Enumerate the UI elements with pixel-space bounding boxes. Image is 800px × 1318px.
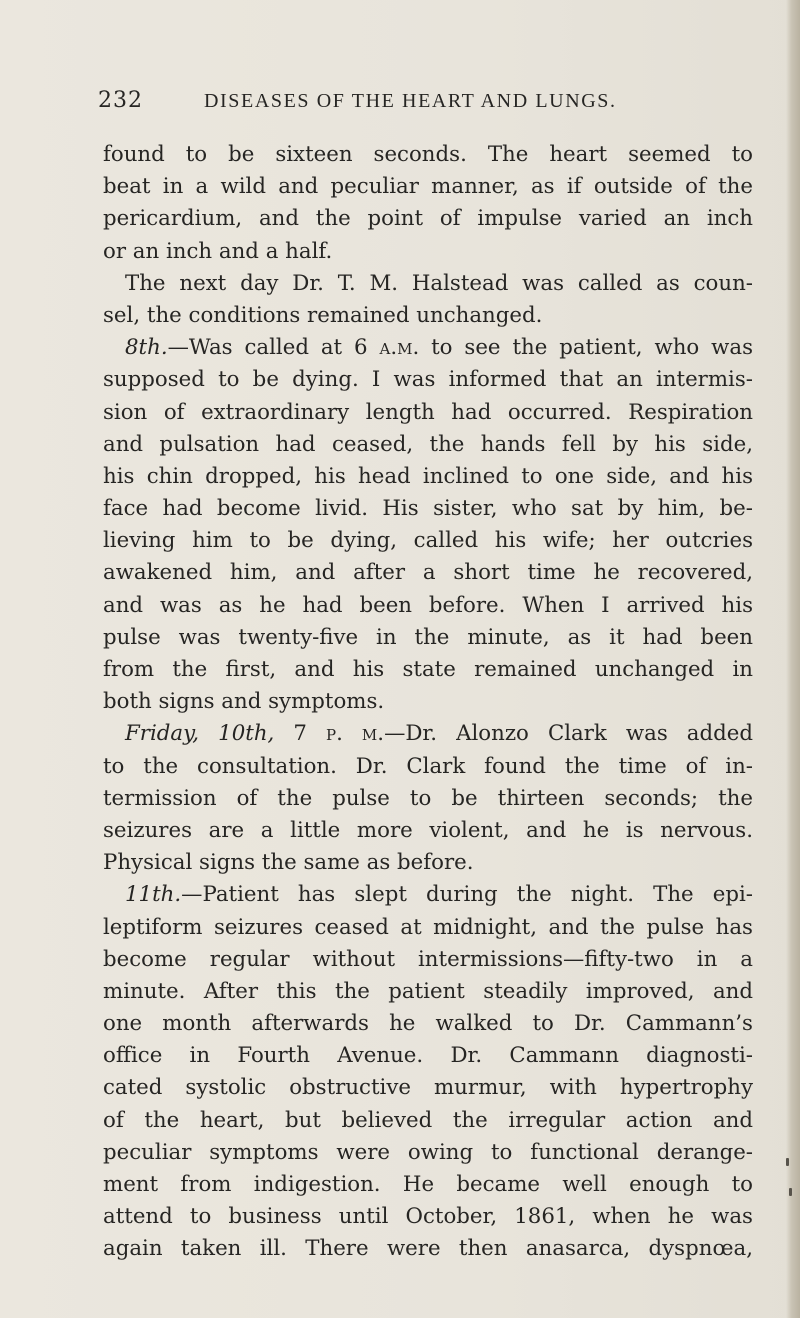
text-line bbox=[103, 1105, 753, 1137]
text-line bbox=[103, 944, 753, 976]
text-run: seizures are a little more violent, and he is nervous. bbox=[103, 817, 753, 843]
running-head bbox=[98, 88, 738, 118]
text-line bbox=[103, 976, 753, 1008]
small-caps-text: p. m. bbox=[326, 721, 385, 747]
text-run: sel, the conditions remained unchanged. bbox=[103, 302, 543, 328]
text-line bbox=[103, 879, 753, 911]
text-line bbox=[103, 429, 753, 461]
text-run: cated systolic obstructive murmur, with hypertrophy bbox=[103, 1075, 753, 1101]
text-line bbox=[103, 686, 753, 718]
text-line bbox=[103, 1040, 753, 1072]
text-run: —Dr. Alonzo Clark was added bbox=[384, 721, 754, 747]
text-line bbox=[103, 1169, 753, 1201]
text-line bbox=[103, 493, 753, 525]
page-edge-shadow bbox=[786, 0, 800, 1318]
text-run: ment from indigestion. He became well enough to bbox=[103, 1172, 753, 1197]
text-line bbox=[103, 783, 753, 815]
text-run: pericardium, and the point of impulse varied an inch bbox=[103, 206, 753, 232]
text-run: one month afterwards he walked to Dr. Cammann’s bbox=[103, 1011, 753, 1037]
body-text bbox=[103, 139, 753, 1266]
specks-mark bbox=[786, 1158, 789, 1166]
text-run: sion of extraordinary length had occurred. Respiration bbox=[103, 399, 753, 425]
text-run: Physical signs the same as before. bbox=[103, 850, 474, 876]
text-run: his chin dropped, his head inclined to one side, and his bbox=[103, 463, 753, 489]
text-line bbox=[103, 461, 753, 493]
text-run: lieving him to be dying, called his wife; her outcries bbox=[103, 528, 753, 554]
text-run: termission of the pulse to be thirteen seconds; the bbox=[103, 785, 753, 811]
text-line bbox=[103, 654, 753, 686]
text-run: pulse was twenty-five in the minute, as it had been bbox=[103, 624, 753, 650]
text-run: —Patient has slept during the night. The epi- bbox=[181, 882, 753, 908]
text-run: awakened him, and after a short time he recovered, bbox=[103, 560, 753, 586]
text-run: —Was called at 6 bbox=[167, 335, 380, 361]
running-title: DISEASES OF THE HEART AND LUNGS. bbox=[204, 90, 617, 112]
text-line bbox=[103, 268, 753, 300]
text-line bbox=[103, 300, 753, 332]
italic-text: 10th, bbox=[218, 721, 275, 747]
text-run: to see the patient, who was bbox=[419, 335, 753, 361]
text-line bbox=[103, 590, 753, 622]
text-line bbox=[103, 171, 753, 203]
text-line bbox=[103, 139, 753, 171]
text-line bbox=[103, 557, 753, 589]
text-run: become regular without intermissions—fifty-two in a bbox=[103, 946, 753, 972]
text-run: leptiform seizures ceased at midnight, and the pulse has bbox=[103, 914, 753, 940]
text-line bbox=[103, 203, 753, 235]
small-caps-text: a.m. bbox=[379, 335, 420, 361]
text-run bbox=[199, 721, 218, 746]
text-run: The next day Dr. T. M. Halstead was called as coun- bbox=[125, 270, 753, 296]
text-run: minute. After this the patient steadily improved, and bbox=[103, 978, 753, 1004]
specks-mark bbox=[789, 1188, 792, 1196]
text-line bbox=[103, 1233, 753, 1265]
text-line bbox=[103, 397, 753, 429]
text-line bbox=[103, 718, 753, 750]
italic-text: 11th. bbox=[125, 882, 182, 908]
text-line bbox=[103, 847, 753, 879]
text-line bbox=[103, 1008, 753, 1040]
text-line bbox=[103, 751, 753, 783]
text-line bbox=[103, 332, 753, 364]
text-line bbox=[103, 815, 753, 847]
text-run: of the heart, but believed the irregular action and bbox=[103, 1107, 753, 1133]
text-line bbox=[103, 364, 753, 396]
text-line bbox=[103, 622, 753, 654]
text-line bbox=[103, 1137, 753, 1169]
text-run: to the consultation. Dr. Clark found the time of in- bbox=[103, 753, 753, 779]
text-line bbox=[103, 1072, 753, 1104]
italic-text: 8th. bbox=[125, 335, 168, 361]
text-run: face had become livid. His sister, who sat by him, be- bbox=[103, 496, 753, 522]
text-run: found to be sixteen seconds. The heart seemed to bbox=[103, 142, 753, 167]
text-line bbox=[103, 912, 753, 944]
text-line bbox=[103, 525, 753, 557]
text-run: supposed to be dying. I was informed that an intermis- bbox=[103, 367, 753, 393]
text-run: peculiar symptoms were owing to functional derange- bbox=[103, 1139, 753, 1165]
text-run: both signs and symptoms. bbox=[103, 689, 385, 715]
text-run: office in Fourth Avenue. Dr. Cammann diagnosti- bbox=[103, 1043, 753, 1069]
text-run: and pulsation had ceased, the hands fell by his side, bbox=[103, 431, 753, 457]
text-run: from the first, and his state remained unchanged in bbox=[103, 657, 753, 682]
text-run: and was as he had been before. When I arrived his bbox=[103, 592, 753, 618]
page-number: 232 bbox=[98, 88, 143, 113]
text-run: beat in a wild and peculiar manner, as if outside of the bbox=[103, 174, 753, 200]
text-run: again taken ill. There were then anasarca, dyspnœa, bbox=[103, 1236, 753, 1262]
text-line bbox=[103, 236, 753, 268]
text-line bbox=[103, 1201, 753, 1233]
text-run: or an inch and a half. bbox=[103, 238, 333, 264]
text-run: 7 bbox=[274, 721, 326, 747]
text-run: attend to business until October, 1861, when he was bbox=[103, 1204, 753, 1230]
italic-text: Friday, bbox=[125, 721, 200, 747]
